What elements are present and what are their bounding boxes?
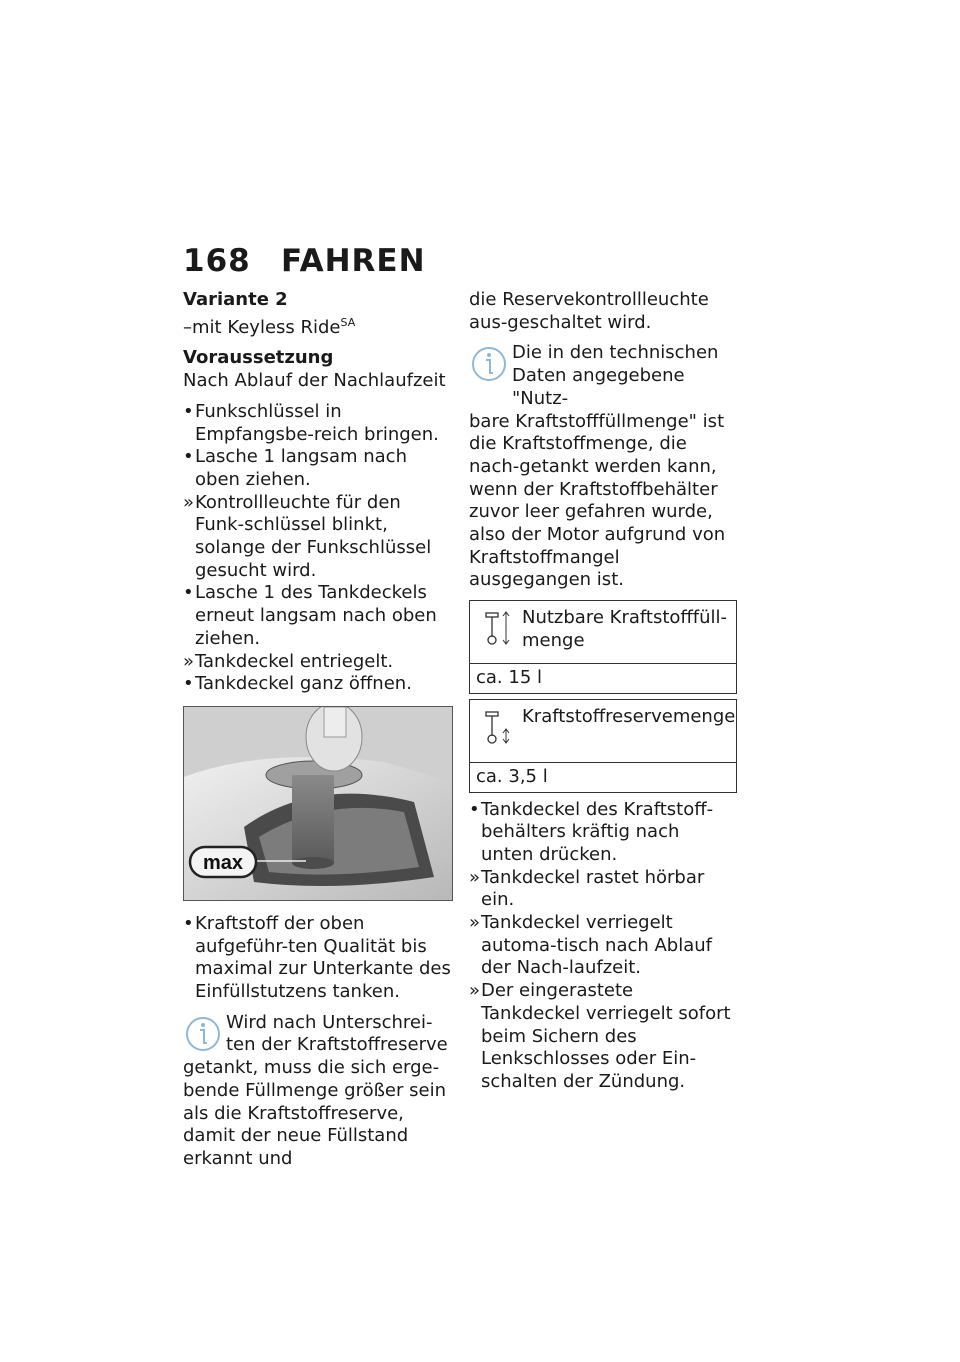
list-item: » Tankdeckel entriegelt. [183, 650, 394, 672]
fuel-filler-photo [183, 706, 453, 901]
info-icon [469, 344, 509, 384]
list-item: • Kraftstoff der oben aufgeführ-ten Qualität bis maximal zur Unterkante des Einfüllstutzens tanken. [183, 912, 451, 1003]
step-list-left [183, 401, 453, 696]
variant-subtitle: –mit Keyless Ride$^{SA}$ [183, 315, 356, 338]
spec-label: Nutzbare Kraftstofffüll-menge [522, 607, 728, 651]
left-column [183, 289, 453, 1171]
list-item: • Lasche 1 des Tankdeckels erneut langsam nach oben ziehen. [183, 582, 437, 649]
list-item: » Kontrollleuchte für den Funk-schlüssel blinkt, solange der Funkschlüssel gesucht wird. [183, 491, 432, 581]
list-item: • Tankdeckel ganz öffnen. [183, 673, 412, 695]
list-item: » Der eingerastete Tankdeckel verriegelt sofort beim Sichern des Lenkschlosses oder Ein-schalten der Zündung. [469, 980, 731, 1092]
list-item: • Lasche 1 langsam nach oben ziehen. [183, 446, 407, 490]
section-title: FAHREN [281, 243, 426, 279]
list-item: • Tankdeckel des Kraftstoff-behälters kräftig nach unten drücken. [469, 798, 714, 865]
step-list-right [469, 799, 737, 1094]
fuel-level-icon [484, 708, 512, 746]
spec-value: ca. 3,5 l [476, 765, 548, 787]
spec-fuel-reserve [469, 699, 737, 793]
prerequisite-text: Nach Ablauf der Nachlaufzeit [183, 370, 446, 392]
info-icon [183, 1014, 223, 1054]
continuation-text: die Reservekontrollleuchte aus-geschaltet wird. [469, 289, 709, 333]
fuel-level-icon [484, 609, 512, 647]
list-item: » Tankdeckel verriegelt automa-tisch nach Ablauf der Nach-laufzeit. [469, 912, 713, 979]
spec-usable-fuel [469, 600, 737, 694]
list-item: » Tankdeckel rastet hörbar ein. [469, 866, 705, 911]
info-note-right: Die in den technischen Daten angegebene "Nutz- bare Kraftstofffüllmenge" ist die Kraftstoffmenge, die nach-getankt werden kann, wenn der Kraftstoffbehälter zuvor leer gefahren wurde, also der Motor aufgrund von Kraftstoffmangel ausgegangen ist. [469, 342, 726, 591]
fuel-filler-illustration [184, 707, 452, 900]
prerequisite-title: Voraussetzung [183, 347, 334, 369]
spec-value: ca. 15 l [476, 667, 542, 689]
sa-superscript: SA [340, 315, 356, 329]
right-column [469, 289, 737, 1094]
variant-title: Variante 2 [183, 289, 288, 310]
spec-label: Kraftstoffreservemenge [522, 705, 736, 727]
max-label: max [202, 851, 244, 874]
page-header [183, 243, 426, 279]
list-item: • Funkschlüssel in Empfangsbe-reich bringen. [183, 400, 439, 445]
page-number: 168 [183, 243, 251, 279]
info-note-left: Wird nach Unterschrei-ten der Kraftstoffreserve getankt, muss die sich erge-bende Füllmenge größer sein als die Kraftstoffreserve, damit der neue Füllstand erkannt und [183, 1011, 448, 1169]
